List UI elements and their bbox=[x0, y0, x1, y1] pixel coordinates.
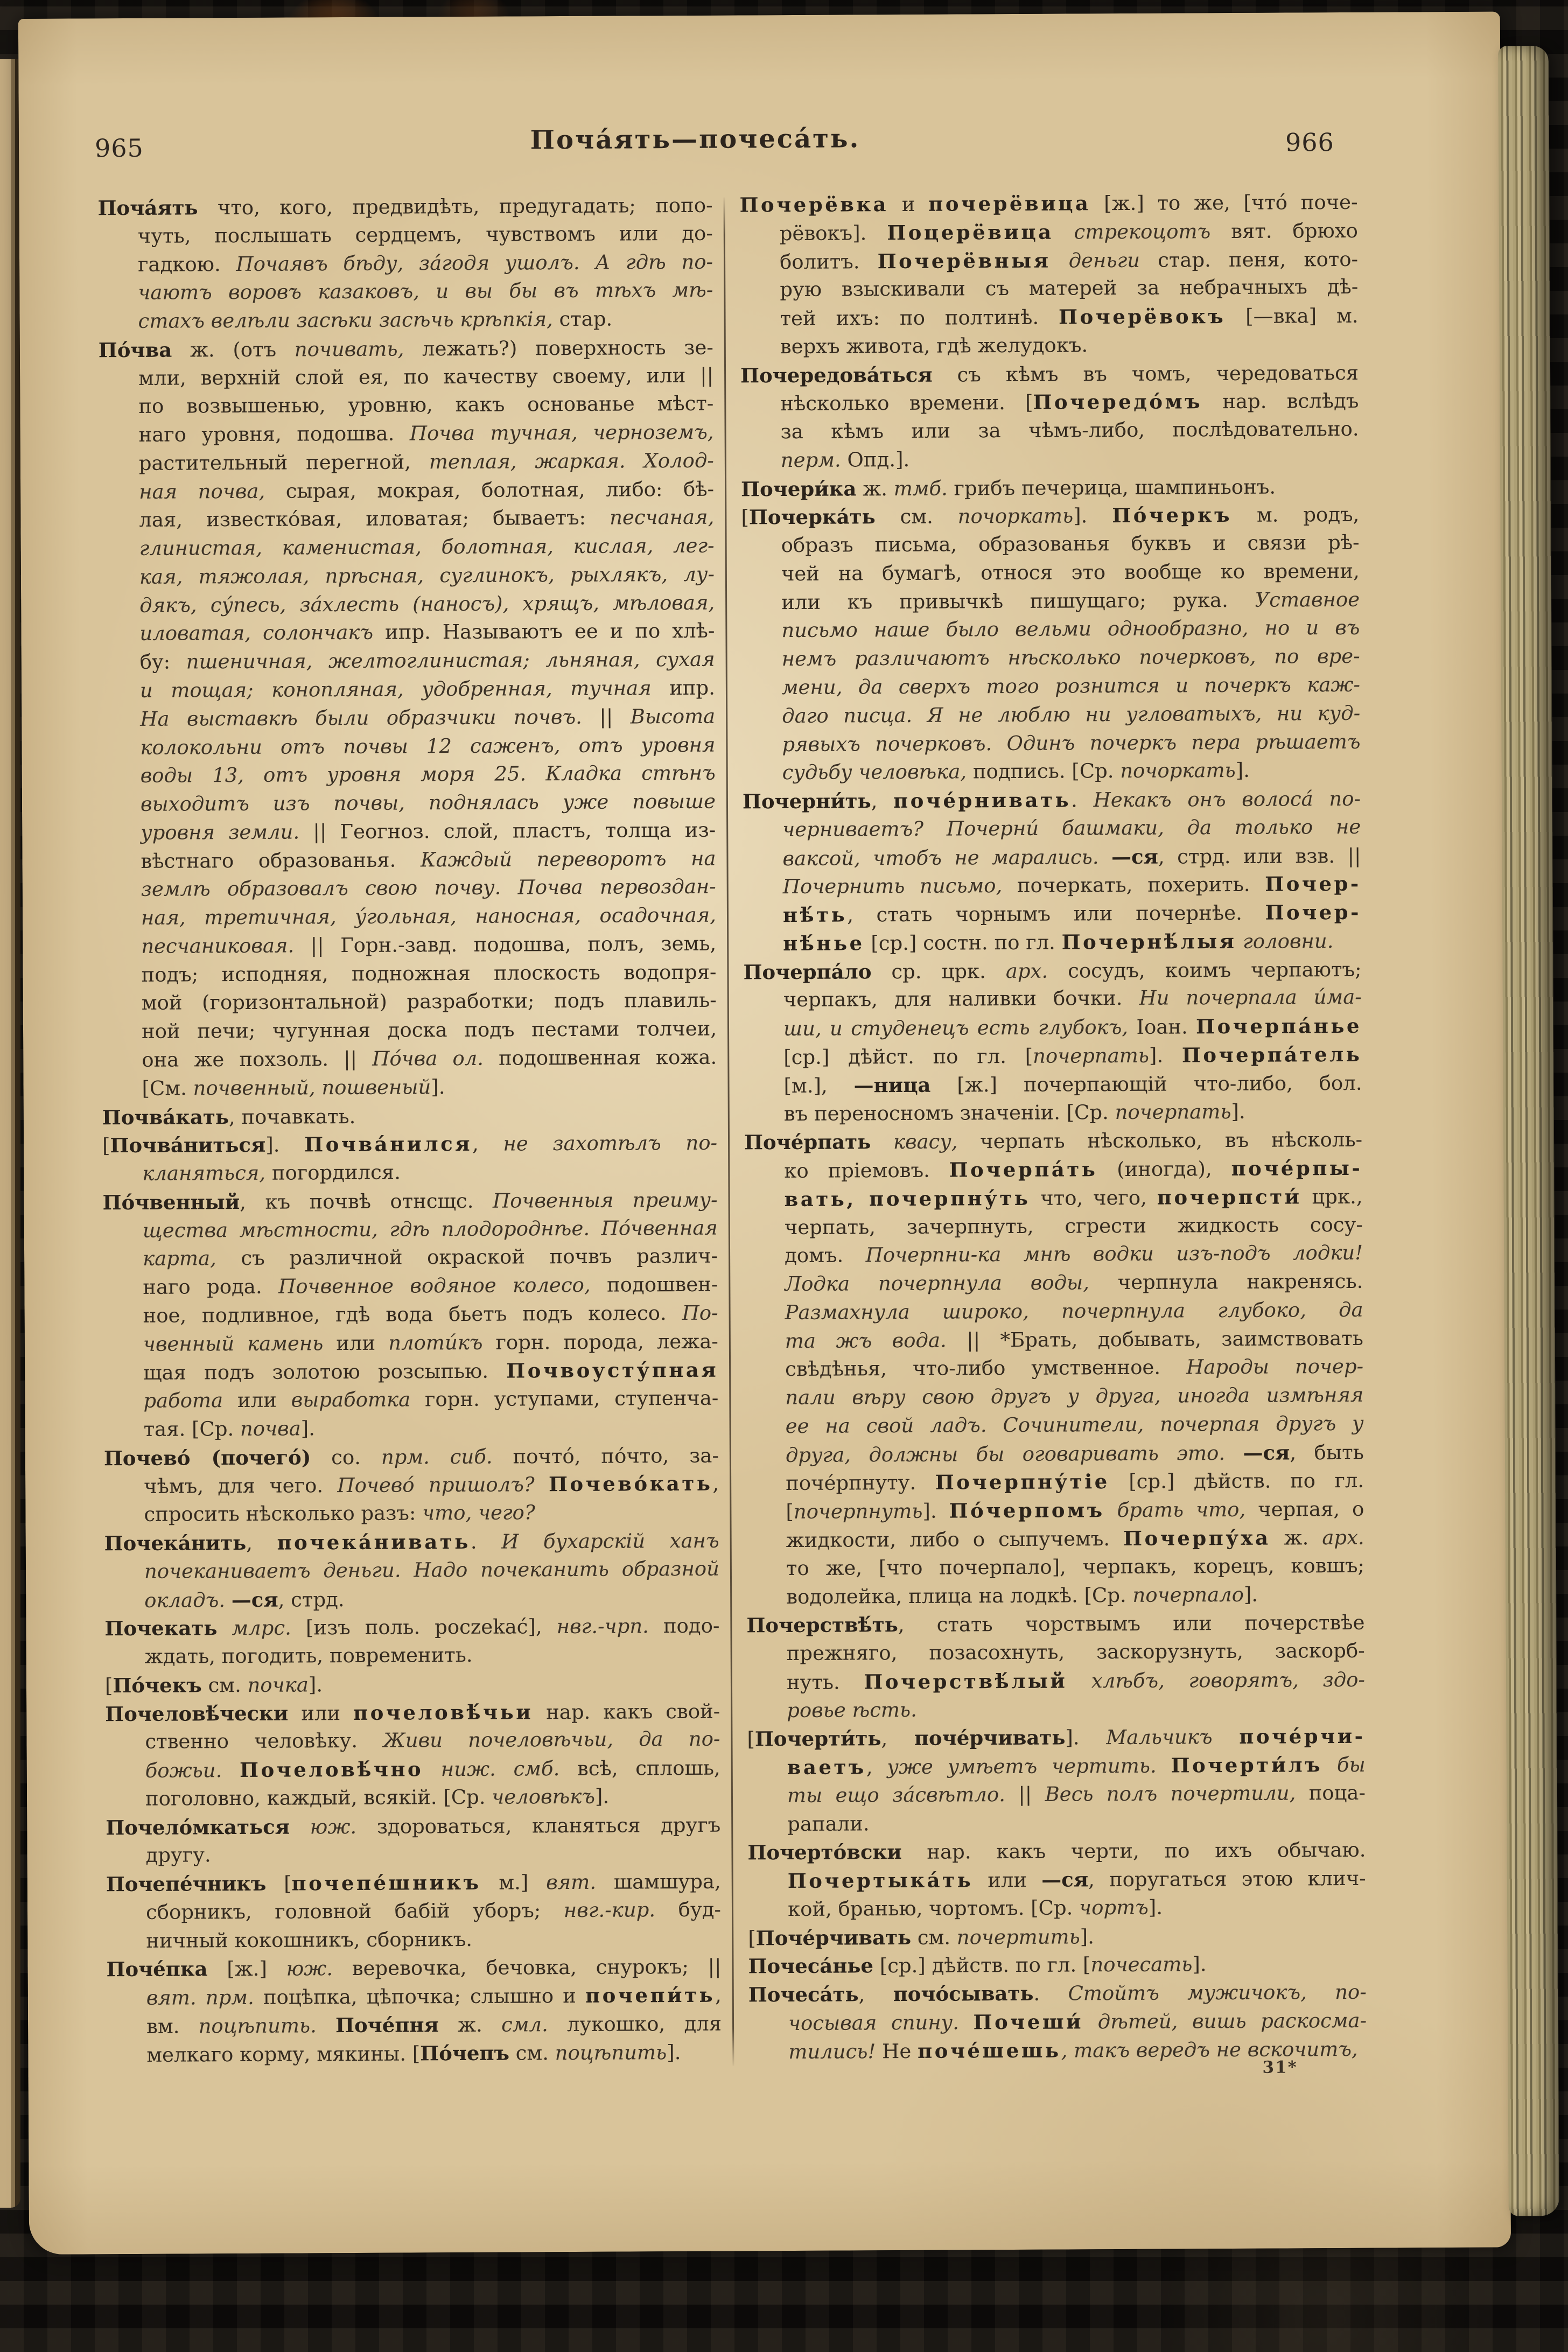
text-line: ваксой, чтобъ не марались. —ся, стрд. или взв. || bbox=[782, 844, 1361, 870]
text-line: иловатая, солончакъ ипр. Называютъ ее и по хлѣ- bbox=[139, 619, 715, 646]
text-line: по возвышенью, уровню, какъ основанье мѣст- bbox=[138, 392, 714, 418]
text-line: ты ещо за́свѣтло. || Весь полъ почертили, поца- bbox=[787, 1781, 1366, 1807]
text-line: Почево́ (почего́) со. прм. сиб. почто́, по́что, за- bbox=[103, 1444, 719, 1470]
text-line: перм. Опд.]. bbox=[780, 447, 910, 472]
text-line: песчаниковая. || Горн.-завд. подошва, полъ, земь, bbox=[141, 932, 717, 958]
text-line: [По́чекъ см. почка]. bbox=[104, 1673, 323, 1698]
text-line: кой, бранью, чортомъ. [Ср. чортъ]. bbox=[787, 1895, 1163, 1921]
text-line: [Почерка́ть см. почоркать]. По́черкъ м. родъ, bbox=[741, 503, 1360, 529]
text-line: тая. [Ср. почва]. bbox=[143, 1417, 316, 1441]
text-line: окладъ. —ся, стрд. bbox=[144, 1587, 345, 1612]
text-line: мой (горизонтальной) разработки; подъ плавиль- bbox=[141, 989, 717, 1015]
text-line: щая подъ золотою розсыпью. Почвоусту́пная bbox=[143, 1358, 719, 1385]
text-line: кланяться, погордился. bbox=[142, 1160, 401, 1185]
text-line: ничный кокошникъ, сборникъ. bbox=[146, 1927, 473, 1952]
text-line: чей на бумагѣ, относя это вообще ко времени, bbox=[781, 559, 1360, 586]
text-line: ной печи; чугунная доска подъ пестами толчеи, bbox=[141, 1017, 717, 1044]
text-line: сборникъ, головной бабій уборъ; нвг.-кир. буд- bbox=[145, 1898, 722, 1924]
text-line: Почернить письмо, почеркать, похерить. Почер- bbox=[782, 872, 1361, 899]
column-divider bbox=[723, 198, 734, 2066]
text-line: та жъ вода. || *Брать, добывать, заимствовать bbox=[785, 1326, 1363, 1353]
page-number-right: 966 bbox=[1285, 128, 1334, 157]
text-line: [ср.] дѣйст. по гл. [почерпать]. Почерпа́тель bbox=[783, 1042, 1362, 1069]
text-line: Почеса́нье [ср.] дѣйств. по гл. [почесать]. bbox=[748, 1952, 1207, 1978]
text-line: колокольни отъ почвы 12 саженъ, отъ уровня bbox=[140, 733, 716, 759]
text-line: почеканиваетъ деньги. Надо почеканить образной bbox=[144, 1557, 720, 1583]
text-line: ее на свой ладъ. Сочинители, почерпая другъ у bbox=[785, 1411, 1364, 1438]
text-line: По́чва ж. (отъ почивать, лежать?) поверхность зе- bbox=[98, 335, 713, 362]
text-line: уровня земли. || Геогноз. слой, пластъ, толща из- bbox=[141, 818, 716, 844]
text-line: рявыхъ почерковъ. Одинъ почеркъ пера рѣшаетъ bbox=[782, 730, 1361, 756]
text-line: бу: пшеничная, желтоглинистая; льняная, сухая bbox=[139, 647, 715, 674]
text-line: наго уровня, подошва. Почва тучная, черноземъ, bbox=[138, 420, 714, 447]
text-line: Лодка почерпнула воды, черпнула накренясь. bbox=[785, 1269, 1363, 1296]
text-line: Почеловѣ́чески или почеловѣ́чьи нар. какъ свой- bbox=[105, 1699, 720, 1726]
text-line: свѣдѣнья, что-либо умственное. Народы почер- bbox=[785, 1355, 1364, 1381]
text-line: ная почва, сырая, мокрая, болотная, либо: бѣ- bbox=[139, 477, 715, 503]
text-line: Почерто́вски нар. какъ черти, по ихъ обычаю. bbox=[747, 1838, 1366, 1865]
text-line: нуть. Почерствѣ́лый хлѣбъ, говорятъ, здо- bbox=[786, 1668, 1366, 1694]
text-line: нѣ́нье [ср.] состн. по гл. Почернѣ́лыя головни. bbox=[783, 929, 1334, 955]
text-line: дякъ, су́песь, за́хлесть (наносъ), хрящъ, мѣловая, bbox=[139, 591, 715, 617]
text-line: вѣстнаго образованья. Каждый переворотъ на bbox=[141, 846, 716, 873]
text-line: ко пріемовъ. Почерпа́ть (иногда), поче́рпы- bbox=[784, 1156, 1363, 1183]
text-line: черпакъ, для наливки бочки. Ни почерпала и́ма- bbox=[783, 985, 1362, 1012]
text-line: рую взыскивали съ матерей за небрачныхъ дѣ- bbox=[780, 275, 1359, 302]
text-line: чуть, послышать сердцемъ, чувствомъ или до- bbox=[137, 221, 713, 248]
text-line: На выставкѣ были образчики почвъ. || Высота bbox=[140, 704, 716, 731]
text-line: поголовно, каждый, всякій. [Ср. человѣкъ]. bbox=[145, 1784, 610, 1810]
text-line: Почертыка́ть или —ся, поругаться этою клич- bbox=[787, 1866, 1366, 1893]
text-line: кая, тяжолая, прѣсная, суглинокъ, рыхлякъ, лу- bbox=[139, 562, 715, 589]
text-line: Размахнула широко, почерпнула глубоко, да bbox=[785, 1298, 1363, 1324]
text-line: Почерпа́ло ср. црк. арх. сосудъ, коимъ черпаютъ; bbox=[743, 957, 1362, 984]
text-line: и тощая; конопляная, удобренная, тучная ипр. bbox=[139, 676, 716, 702]
text-line: чаютъ воровъ казаковъ, и вы бы въ тѣхъ мѣ- bbox=[138, 278, 713, 305]
text-line: немъ различаютъ нѣсколько почерковъ, по вре- bbox=[781, 645, 1360, 671]
text-line: землѣ образовалъ свою почву. Почва первоздан- bbox=[141, 875, 716, 901]
text-line: тились! Не поче́шешь, такъ вередъ не вскочитъ, bbox=[788, 2037, 1358, 2063]
text-line: водолейка, плица на лодкѣ. [Ср. почерпало]. bbox=[786, 1583, 1258, 1608]
text-line: выходитъ изъ почвы, поднялась уже повыше bbox=[140, 789, 716, 816]
text-line: нѣсколько времени. [Почередо́мъ нар. вслѣдъ bbox=[780, 389, 1359, 416]
text-line: щества мѣстности, гдѣ плодороднѣе. По́чвенная bbox=[142, 1216, 718, 1242]
text-line: черниваетъ? Почерни́ башмаки, да только не bbox=[782, 815, 1361, 841]
text-line: Почерствѣ́ть, стать чорствымъ или почерствѣе bbox=[746, 1611, 1365, 1637]
text-line: ное, подливное, гдѣ вода бьетъ подъ колесо. По- bbox=[143, 1301, 718, 1327]
text-line: верхъ живота, гдѣ желудокъ. bbox=[780, 333, 1088, 358]
text-line: Почепе́чникъ [почепе́шникъ м.] вят. шамшура, bbox=[106, 1870, 721, 1896]
text-line: вать, почерпну́ть что, чего, почерпсти́ црк., bbox=[784, 1185, 1363, 1211]
text-line: то же, [что почерпало], черпакъ, корецъ, ковшъ; bbox=[786, 1553, 1365, 1580]
text-line: образъ письма, образованья буквъ и связи рѣ- bbox=[781, 531, 1360, 557]
text-line: Почередова́ться съ кѣмъ въ чомъ, чередоваться bbox=[740, 361, 1359, 388]
text-line: пали вѣру свою другъ у друга, иногда измѣняя bbox=[785, 1383, 1364, 1410]
text-line: или къ привычкѣ пишущаго; рука. Уставное bbox=[781, 587, 1360, 614]
text-line: Поча́ять что, кого, предвидѣть, предугадать; попо- bbox=[97, 193, 713, 220]
text-line: спросить нѣсколько разъ: что, чего? bbox=[144, 1501, 535, 1527]
text-line: судьбу человѣка, подпись. [Ср. почоркать]. bbox=[782, 759, 1250, 785]
text-line: за кѣмъ или за чѣмъ-либо, послѣдовательно. bbox=[780, 417, 1359, 444]
text-line: стахъ велѣли засѣки засѣчь крѣпкія, стар. bbox=[138, 307, 613, 333]
text-line: чѣмъ, для чего. Почево́ пришолъ? Почево́кать, bbox=[144, 1472, 719, 1499]
text-line: подъ; исподняя, подножная плоскость водопря- bbox=[141, 960, 717, 986]
text-line: вят. прм. поцѣпка, цѣпочка; слышно и почепи́ть, bbox=[146, 1983, 722, 2010]
text-line: глинистая, каменистая, болотная, кислая, лег- bbox=[139, 534, 715, 561]
text-line: карта, съ различной окраской почвъ различ- bbox=[142, 1244, 718, 1271]
text-line: прежняго, позасохнуть, заскорузнуть, заскорб- bbox=[786, 1639, 1365, 1665]
text-line: рёвокъ]. Поцерёвица стрекоцотъ вят. брюхо bbox=[779, 219, 1358, 245]
text-line: Почери́ка ж. тмб. грибъ печерица, шампиньонъ. bbox=[741, 475, 1276, 501]
text-line: домъ. Почерпни-ка мнѣ водки изъ-подъ лодки! bbox=[784, 1241, 1363, 1268]
text-line: Почерёвка и почерёвица [ж.] то же, [что́ поче- bbox=[739, 190, 1358, 217]
text-line: тей ихъ: по полтинѣ. Почерёвокъ [—вка] м. bbox=[780, 304, 1359, 331]
text-line: Почерни́ть, поче́рнивать. Некакъ онъ волоса́ по- bbox=[742, 787, 1361, 814]
text-line: мени, да сверхъ того рознится и почеркъ каж- bbox=[781, 673, 1361, 699]
text-line: ши, и студенецъ есть глубокъ, Іоан. Почерпа́нье bbox=[783, 1014, 1362, 1041]
text-line: Почело́мкаться юж. здороваться, кланяться другъ bbox=[106, 1813, 721, 1839]
signature-mark: 31* bbox=[1262, 2057, 1298, 2077]
text-line: рапали. bbox=[787, 1811, 870, 1836]
text-line: ная, третичная, у́гольная, наносная, осадочная, bbox=[141, 903, 717, 930]
text-line: поче́рпнуту. Почерпну́тіе [ср.] дѣйств. по гл. bbox=[786, 1469, 1364, 1495]
text-line: По́чвенный, къ почвѣ отнсщс. Почвенныя преиму- bbox=[102, 1188, 718, 1215]
text-line: растительный перегной, теплая, жаркая. Холод- bbox=[138, 449, 714, 475]
column-right bbox=[739, 188, 1367, 2066]
under-pages-edge bbox=[0, 59, 20, 2208]
text-line: она же похзоль. || По́чва ол. подошвенная кожа. bbox=[142, 1045, 717, 1072]
text-line: письмо наше было вельми однообразно, но и въ bbox=[781, 616, 1360, 642]
text-line: [почерпнуть]. По́черпомъ брать что, черпая, о bbox=[786, 1497, 1364, 1524]
text-line: жидкости, либо о сыпучемъ. Почерпу́ха ж. арх. bbox=[786, 1525, 1364, 1552]
text-line: черпать, зачерпнуть, сгрести жидкость сосу- bbox=[784, 1213, 1363, 1239]
text-line: чвенный камень или плоти́къ горн. порода, лежа- bbox=[143, 1329, 718, 1356]
text-line: Почва́кать, почавкать. bbox=[102, 1104, 356, 1129]
text-line: [Поче́рчивать см. почертить]. bbox=[748, 1924, 1095, 1950]
text-line: Почекать млрс. [изъ поль. poczekać], нвг.-чрп. подо- bbox=[104, 1614, 720, 1641]
text-line: въ переносномъ значеніи. [Ср. почерпать]. bbox=[783, 1100, 1245, 1125]
page-header-title: Поча́ять—почеса́ть. bbox=[530, 123, 860, 156]
text-line: нѣ́ть, стать чорнымъ или почернѣе. Почер- bbox=[782, 900, 1362, 927]
text-line: Почеса́ть, почо́сывать. Стойтъ мужичокъ, по- bbox=[748, 1980, 1367, 2007]
text-line: [См. почвенный, пошвеный]. bbox=[142, 1075, 445, 1100]
text-line: [Почва́ниться]. Почва́нился, не захотѣлъ по- bbox=[102, 1131, 718, 1158]
text-line: другу. bbox=[145, 1843, 211, 1867]
text-line: Поче́рпать квасу, черпать нѣсколько, въ нѣсколь- bbox=[744, 1128, 1363, 1154]
text-line: болитъ. Почерёвныя деньги стар. пеня, кото- bbox=[779, 247, 1359, 274]
dictionary-page bbox=[18, 12, 1511, 2255]
text-line: мелкаго корму, мякины. [По́чепъ см. поцѣпить]. bbox=[146, 2040, 681, 2067]
text-line: чосывая спину. Почеши́ дѣтей, вишь раскосма- bbox=[788, 2008, 1367, 2035]
text-line: ровье ѣсть. bbox=[787, 1698, 917, 1722]
text-line: божьи. Почеловѣ́чно ниж. смб. всѣ, сплошь, bbox=[145, 1756, 720, 1782]
text-line: ваетъ, уже умѣетъ чертить. Почерти́лъ бы bbox=[787, 1753, 1366, 1780]
text-line: Почека́нить, почека́нивать. И бухарскій ханъ bbox=[104, 1529, 719, 1556]
text-line: мли, верхній слой ея, по качеству своему, или || bbox=[138, 363, 714, 390]
text-line: ственно человѣку. Живи почеловѣчьи, да по- bbox=[145, 1727, 720, 1754]
text-line: гадкою. Почаявъ бѣду, за́годя ушолъ. А гдѣ по- bbox=[137, 250, 713, 276]
text-line: друга, должны бы оговаривать это. —ся, быть bbox=[785, 1440, 1364, 1467]
text-line: ждать, погодить, повременить. bbox=[144, 1643, 473, 1668]
text-line: воды 13, отъ уровня моря 25. Кладка стѣнъ bbox=[140, 761, 716, 788]
book-fore-edge-pages bbox=[1498, 46, 1559, 2216]
column-left bbox=[97, 191, 722, 2069]
text-line: даго писца. Я не люблю ни угловатыхъ, ни куд- bbox=[782, 701, 1361, 727]
text-line: лая, известко́вая, иловатая; бываетъ: песчаная, bbox=[139, 506, 715, 532]
text-line: вм. поцѣпить. Поче́пня ж. смл. лукошко, для bbox=[146, 2012, 722, 2038]
book-scan bbox=[18, 11, 1563, 2262]
text-line: Поче́пка [ж.] юж. веревочка, бечовка, снурокъ; || bbox=[106, 1955, 722, 1982]
text-line: работа или выработка горн. уступами, ступенча- bbox=[143, 1386, 719, 1413]
text-line: [Почерти́ть, поче́рчивать]. Мальчикъ поче́рчи- bbox=[747, 1724, 1366, 1751]
text-line: [м.], —ница [ж.] почерпающій что-либо, бол. bbox=[783, 1071, 1362, 1097]
page-number-left: 965 bbox=[94, 133, 144, 163]
text-line: наго рода. Почвенное водяное колесо, подошвен- bbox=[143, 1272, 718, 1299]
